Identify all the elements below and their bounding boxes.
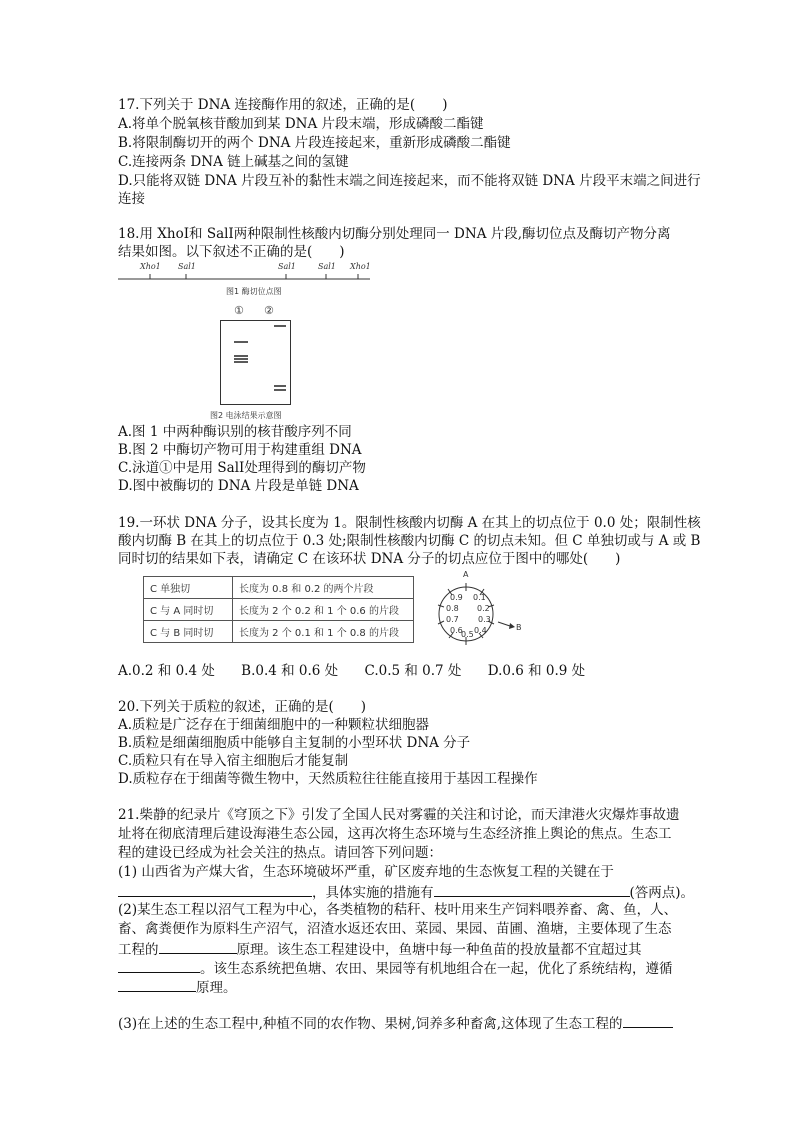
q21-part2-line3 (118, 939, 642, 959)
q18-stem-line2: 结果如图。以下叙述不正确的是( ) (118, 244, 345, 260)
q17-option-d-cont: 连接 (118, 191, 145, 207)
q18-option-d: D.图中被酶切的 DNA 片段是单链 DNA (118, 478, 359, 494)
lane-2-label: ② (264, 304, 274, 317)
q21-stem-line2: 址将在彻底清理后建设海港生态公园，这再次将生态环境与生态经济推上舆论的焦点。生态工 (118, 826, 672, 842)
tick-label: 0.6 (450, 626, 463, 635)
q18-option-a: A.图 1 中两种酶识别的核苷酸序列不同 (118, 424, 352, 440)
q21-part2-text: 工程的 (118, 942, 159, 958)
q21-part3-text: (3)在上述的生态工程中,种植不同的农作物、果树,饲养多种畜禽,这体现了生态工程的 (118, 1016, 623, 1032)
tick-label: 0.3 (478, 615, 491, 624)
table-cell: C 与 B 同时切 (144, 621, 233, 643)
tick-label: 0.5 (461, 630, 474, 639)
table-cell: 长度为 2 个 0.2 和 1 个 0.6 的片段 (233, 599, 414, 621)
answer-blank[interactable] (118, 882, 312, 897)
tick-label: 0.4 (474, 626, 487, 635)
q20-option-b: B.质粒是细菌细胞质中能够自主复制的小型环状 DNA 分子 (118, 735, 471, 751)
q19-stem-line3: 同时切的结果如下表，请确定 C 在该环状 DNA 分子的切点应位于图中的哪处( ) (118, 551, 621, 567)
q21-part1-text: (答两点)。 (629, 885, 695, 901)
q21-part2-text: 原理。 (196, 980, 237, 996)
tick-label: 0.8 (446, 604, 459, 613)
site-label-sal1: Sal1 (178, 262, 196, 271)
q18-option-c: C.泳道①中是用 SalⅠ处理得到的酶切产物 (118, 460, 366, 476)
site-a-label: A (463, 570, 469, 579)
q19-stem-line1: 19.一环状 DNA 分子，设其长度为 1。限制性核酸内切酶 A 在其上的切点位于 0.0 处；限制性核 (118, 515, 701, 531)
q20-option-c: C.质粒只有在导入宿主细胞后才能复制 (118, 753, 349, 769)
q19-result-table (143, 576, 414, 643)
answer-blank[interactable] (623, 1013, 673, 1028)
q21-stem-line1: 21.柴静的纪录片《穹顶之下》引发了全国人民对雾霾的关注和讨论，而天津港火灾爆炸事故遗 (118, 807, 680, 823)
q21-part2-line5 (118, 977, 237, 997)
tick-label: 0.7 (446, 615, 459, 624)
q21-part1-line1: (1) 山西省为产煤大省，生态环境破坏严重，矿区废弃地的生态恢复工程的关键在于 (118, 864, 614, 880)
answer-blank[interactable] (159, 939, 237, 954)
q21-part2-line2: 畜、禽粪便作为原料生产沼气，沼渣水返还农田、菜园、果园、苗圃、渔塘，主要体现了生态 (118, 921, 672, 937)
table-cell: 长度为 0.8 和 0.2 的两个片段 (233, 577, 414, 599)
gel-box (220, 320, 304, 406)
table-cell: C 单独切 (144, 577, 233, 599)
q19-option-d: D.0.6 和 0.9 处 (487, 663, 586, 679)
q21-part1-text: ，具体实施的措施有 (312, 885, 434, 901)
table-row (144, 577, 414, 599)
tick-label: 0.1 (473, 593, 486, 602)
q19-stem-line2: 酸内切酶 B 在其上的切点位于 0.3 处;限制性核酸内切酶 C 的切点未知。但 C 单独切或与 A 或 B (118, 533, 701, 549)
q20-stem: 20.下列关于质粒的叙述，正确的是( ) (118, 699, 367, 715)
site-label-xho1: Xho1 (140, 262, 161, 271)
lane-1-label: ① (234, 304, 244, 317)
tick-label: 0.9 (450, 593, 463, 602)
q18-stem-line1: 18.用 XhoⅠ和 SalⅠ两种限制性核酸内切酶分别处理同一 DNA 片段,酶切位点及酶切产物分离 (118, 226, 671, 242)
q19-option-b: B.0.4 和 0.6 处 (241, 663, 339, 679)
q21-part3-line1 (118, 1013, 673, 1033)
answer-blank[interactable] (118, 977, 196, 992)
table-cell: 长度为 2 个 0.1 和 1 个 0.8 的片段 (233, 621, 414, 643)
table-row (144, 599, 414, 621)
q17-option-a: A.将单个脱氧核苷酸加到某 DNA 片段末端，形成磷酸二酯键 (118, 116, 484, 132)
q19-option-c: C.0.5 和 0.7 处 (364, 663, 462, 679)
figure-2-electrophoresis (210, 304, 310, 422)
q21-part1-line2 (118, 882, 694, 902)
site-label-sal1: Sal1 (278, 262, 296, 271)
figure-1-caption: 图1 酶切位点图 (226, 287, 282, 296)
site-label-sal1: Sal1 (318, 262, 336, 271)
tick-label: 0.2 (477, 604, 490, 613)
q21-part2-line4 (118, 958, 673, 978)
q19-option-a: A.0.2 和 0.4 处 (118, 663, 215, 679)
q17-option-c: C.连接两条 DNA 链上碱基之间的氢键 (118, 154, 349, 170)
q21-part2-text: 原理。该生态工程建设中，鱼塘中每一种鱼苗的投放量都不宜超过其 (236, 942, 642, 958)
q19-options (118, 662, 607, 680)
q21-part2-line1: (2)某生态工程以沼气工程为中心，各类植物的秸秆、枝叶用来生产饲料喂养畜、禽、鱼，人、 (118, 902, 678, 918)
q17-stem: 17.下列关于 DNA 连接酶作用的叙述，正确的是( ) (118, 97, 448, 113)
q18-option-b: B.图 2 中酶切产物可用于构建重组 DNA (118, 442, 362, 458)
q21-part2-text: 。该生态系统把鱼塘、农田、果园等有机地组合在一起，优化了系统结构，遵循 (200, 961, 673, 977)
answer-blank[interactable] (118, 958, 200, 973)
q20-option-d: D.质粒存在于细菌等微生物中，天然质粒往往能直接用于基因工程操作 (118, 771, 538, 787)
table-row (144, 621, 414, 643)
site-b-label: B (516, 623, 522, 632)
q21-stem-line3: 程的建设已经成为社会关注的热点。请回答下列问题： (118, 845, 442, 861)
circular-dna-diagram (436, 568, 536, 652)
q20-option-a: A.质粒是广泛存在于细菌细胞中的一种颗粒状细胞器 (118, 717, 430, 733)
figure-1-site-map (118, 262, 378, 298)
table-cell: C 与 A 同时切 (144, 599, 233, 621)
answer-blank[interactable] (434, 882, 630, 897)
q17-option-b: B.将限制酶切开的两个 DNA 片段连接起来，重新形成磷酸二酯键 (118, 135, 511, 151)
q17-option-d: D.只能将双链 DNA 片段互补的黏性末端之间连接起来，而不能将双链 DNA 片段平末端之间进行 (118, 173, 701, 189)
figure-2-caption: 图2 电泳结果示意图 (210, 411, 282, 420)
site-label-xho1: Xho1 (350, 262, 371, 271)
